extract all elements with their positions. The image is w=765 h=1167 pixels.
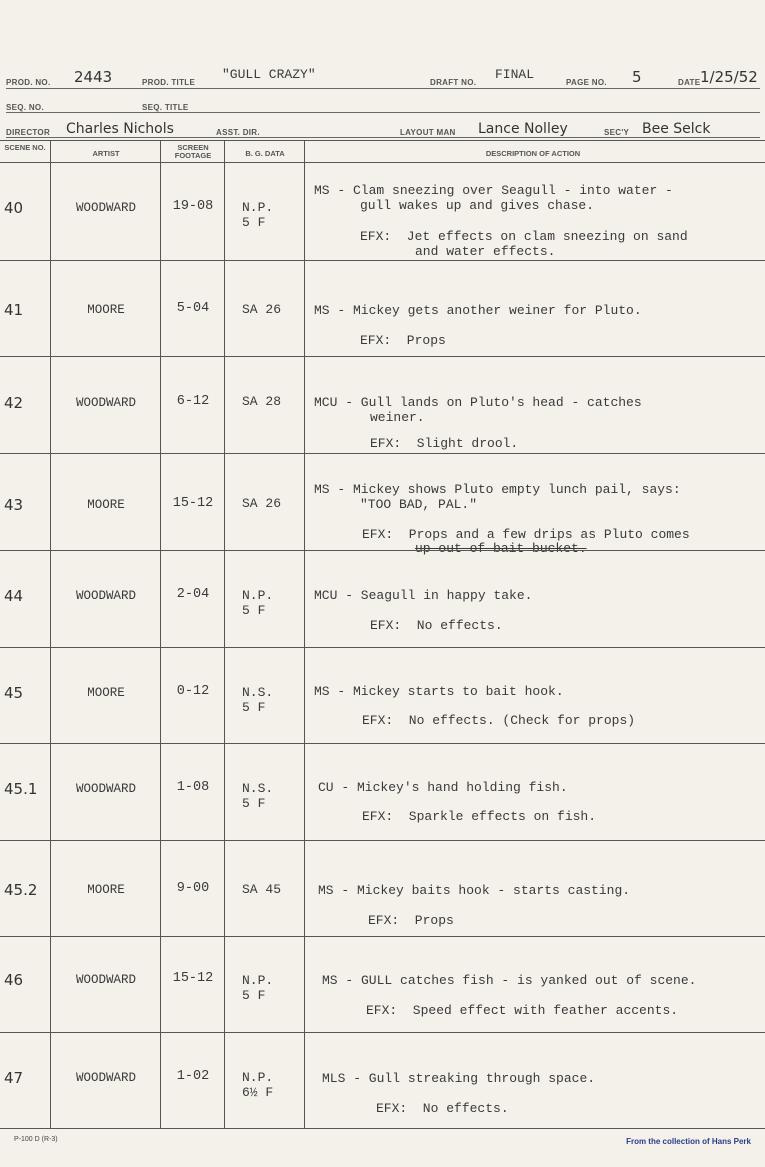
bg-line-2: 6½ F: [242, 1085, 274, 1100]
bg-line-2: 5 F: [242, 215, 266, 230]
layout-man-label: LAYOUT MAN: [400, 128, 456, 137]
action-line-1: MS - Mickey shows Pluto empty lunch pail, says:: [314, 482, 681, 497]
bg-line-1: N.P.: [242, 1070, 274, 1085]
efx-line-1: EFX: Props: [360, 333, 446, 348]
action-line-1: MS - GULL catches fish - is yanked out of scene.: [322, 973, 697, 988]
scene-number: 44: [4, 587, 24, 605]
table-row: [0, 648, 765, 744]
action-line-1: MS - Mickey baits hook - starts casting.: [318, 883, 631, 898]
action-line-1: MS - Clam sneezing over Seagull - into water -: [314, 183, 673, 198]
scene-number: 46: [4, 971, 24, 989]
form-number: P-100 D (R-3): [14, 1136, 58, 1143]
bg-data: [226, 496, 304, 511]
prod-title-value: "GULL CRAZY": [222, 67, 316, 82]
bg-data: [226, 973, 304, 1003]
page-no-label: PAGE NO.: [566, 78, 607, 87]
action-line-1: MCU - Seagull in happy take.: [314, 588, 533, 603]
bg-line-1: N.S.: [242, 781, 274, 796]
action-line-2: weiner.: [370, 410, 425, 425]
draft-no-value: FINAL: [495, 67, 535, 82]
bg-data: [226, 781, 304, 811]
table-bottom-rule: [0, 1128, 765, 1129]
bg-line-1: SA 26: [242, 302, 282, 317]
screen-footage: 1-02: [176, 1069, 210, 1084]
bg-line-1: SA 28: [242, 394, 282, 409]
artist: WOODWARD: [75, 1071, 136, 1085]
date-label: DATE: [678, 78, 701, 87]
date-value: 1/25/52: [700, 68, 758, 86]
action-line-1: MS - Mickey gets another weiner for Pluto.: [314, 303, 642, 318]
artist: WOODWARD: [75, 973, 136, 987]
table-row: [0, 744, 765, 840]
bg-line-1: N.P.: [242, 200, 274, 215]
action-line-1: MCU - Gull lands on Pluto's head - catches: [314, 395, 642, 410]
table-row: [0, 357, 765, 453]
bg-line-1: N.P.: [242, 973, 274, 988]
artist: WOODWARD: [75, 782, 136, 796]
efx-line-1: EFX: No effects. (Check for props): [362, 713, 636, 728]
screen-footage: 6-12: [176, 394, 210, 409]
action-line-2: "TOO BAD, PAL.": [360, 497, 478, 512]
screen-footage: 19-08: [172, 199, 214, 214]
scene-number: 41: [4, 301, 24, 319]
bg-line-1: SA 26: [242, 496, 282, 511]
table-row: [0, 261, 765, 357]
bg-data: [226, 1070, 304, 1100]
scene-number: 43: [4, 496, 24, 514]
prod-no-value: 2443: [74, 68, 113, 86]
action-line-1: CU - Mickey's hand holding fish.: [318, 780, 568, 795]
efx-line-1: EFX: Jet effects on clam sneezing on sand: [360, 229, 688, 244]
secy-label: SEC'Y: [604, 128, 630, 137]
bg-line-2: 5 F: [242, 603, 266, 618]
bg-line-1: N.P.: [242, 588, 274, 603]
action-line-1: MS - Mickey starts to bait hook.: [314, 684, 564, 699]
artist: MOORE: [87, 883, 125, 897]
table-row: [0, 163, 765, 260]
col-scene-header: SCENE NO.: [4, 143, 46, 152]
bg-data: [226, 882, 304, 897]
bg-line-2: 5 F: [242, 796, 266, 811]
scene-number: 40: [4, 199, 24, 217]
artist: MOORE: [87, 303, 125, 317]
header-line-2: [6, 112, 760, 113]
screen-footage: 5-04: [176, 301, 210, 316]
efx-line-1: EFX: Props: [368, 913, 454, 928]
director-value: Charles Nichols: [66, 121, 174, 137]
efx-line-1: EFX: Speed effect with feather accents.: [366, 1003, 679, 1018]
seq-title-label: SEQ. TITLE: [142, 103, 189, 112]
screen-footage: 15-12: [172, 496, 214, 511]
scene-number: 45.1: [4, 780, 38, 798]
scene-number: 42: [4, 394, 24, 412]
draft-no-label: DRAFT NO.: [430, 78, 477, 87]
artist: WOODWARD: [75, 396, 136, 410]
action-line-2: gull wakes up and gives chase.: [360, 198, 595, 213]
bg-line-2: 5 F: [242, 988, 266, 1003]
page-no-value: 5: [632, 68, 642, 86]
bg-line-1: SA 45: [242, 882, 282, 897]
efx-line-1: EFX: Props and a few drips as Pluto comes: [362, 527, 690, 542]
director-label: DIRECTOR: [6, 128, 51, 137]
col-footage-header: SCREEN FOOTAGE: [174, 143, 212, 160]
efx-line-1: EFX: No effects.: [370, 618, 503, 633]
col-desc-header: DESCRIPTION OF ACTION: [485, 149, 581, 158]
collection-credit: From the collection of Hans Perk: [626, 1137, 751, 1146]
screen-footage: 0-12: [176, 684, 210, 699]
asst-dir-label: ASST. DIR.: [216, 128, 260, 137]
action-line-1: MLS - Gull streaking through space.: [322, 1071, 596, 1086]
efx-line-1: EFX: Sparkle effects on fish.: [362, 809, 597, 824]
bg-data: [226, 200, 304, 230]
bg-data: [226, 302, 304, 317]
table-top-rule: [0, 140, 765, 141]
artist: WOODWARD: [75, 201, 136, 215]
scene-number: 47: [4, 1069, 24, 1087]
screen-footage: 15-12: [172, 971, 214, 986]
table-row: [0, 551, 765, 647]
bg-line-2: 5 F: [242, 700, 266, 715]
header-line-1: [6, 88, 760, 89]
screen-footage: 1-08: [176, 780, 210, 795]
bg-data: [226, 394, 304, 409]
layout-man-value: Lance Nolley: [478, 121, 568, 137]
bg-line-1: N.S.: [242, 685, 274, 700]
table-row: [0, 1033, 765, 1128]
seq-no-label: SEQ. NO.: [6, 103, 44, 112]
scene-number: 45: [4, 684, 24, 702]
prod-no-label: PROD. NO.: [6, 78, 51, 87]
efx-struck-line: up out of bait bucket.: [415, 541, 587, 556]
screen-footage: 2-04: [176, 587, 210, 602]
efx-line-1: EFX: Slight drool.: [370, 436, 519, 451]
header-line-3: [6, 137, 760, 138]
col-bg-header: B. G. DATA: [245, 149, 285, 158]
efx-line-1: EFX: No effects.: [376, 1101, 509, 1116]
scene-number: 45.2: [4, 881, 38, 899]
table-row: [0, 454, 765, 556]
col-artist-header: ARTIST: [92, 149, 120, 158]
artist: WOODWARD: [75, 589, 136, 603]
table-row: [0, 937, 765, 1033]
screen-footage: 9-00: [176, 881, 210, 896]
bg-data: [226, 685, 304, 715]
artist: MOORE: [87, 498, 125, 512]
bg-data: [226, 588, 304, 618]
table-row: [0, 841, 765, 937]
secy-value: Bee Selck: [642, 121, 711, 137]
prod-title-label: PROD. TITLE: [142, 78, 196, 87]
efx-line-2: and water effects.: [415, 244, 556, 259]
artist: MOORE: [87, 686, 125, 700]
